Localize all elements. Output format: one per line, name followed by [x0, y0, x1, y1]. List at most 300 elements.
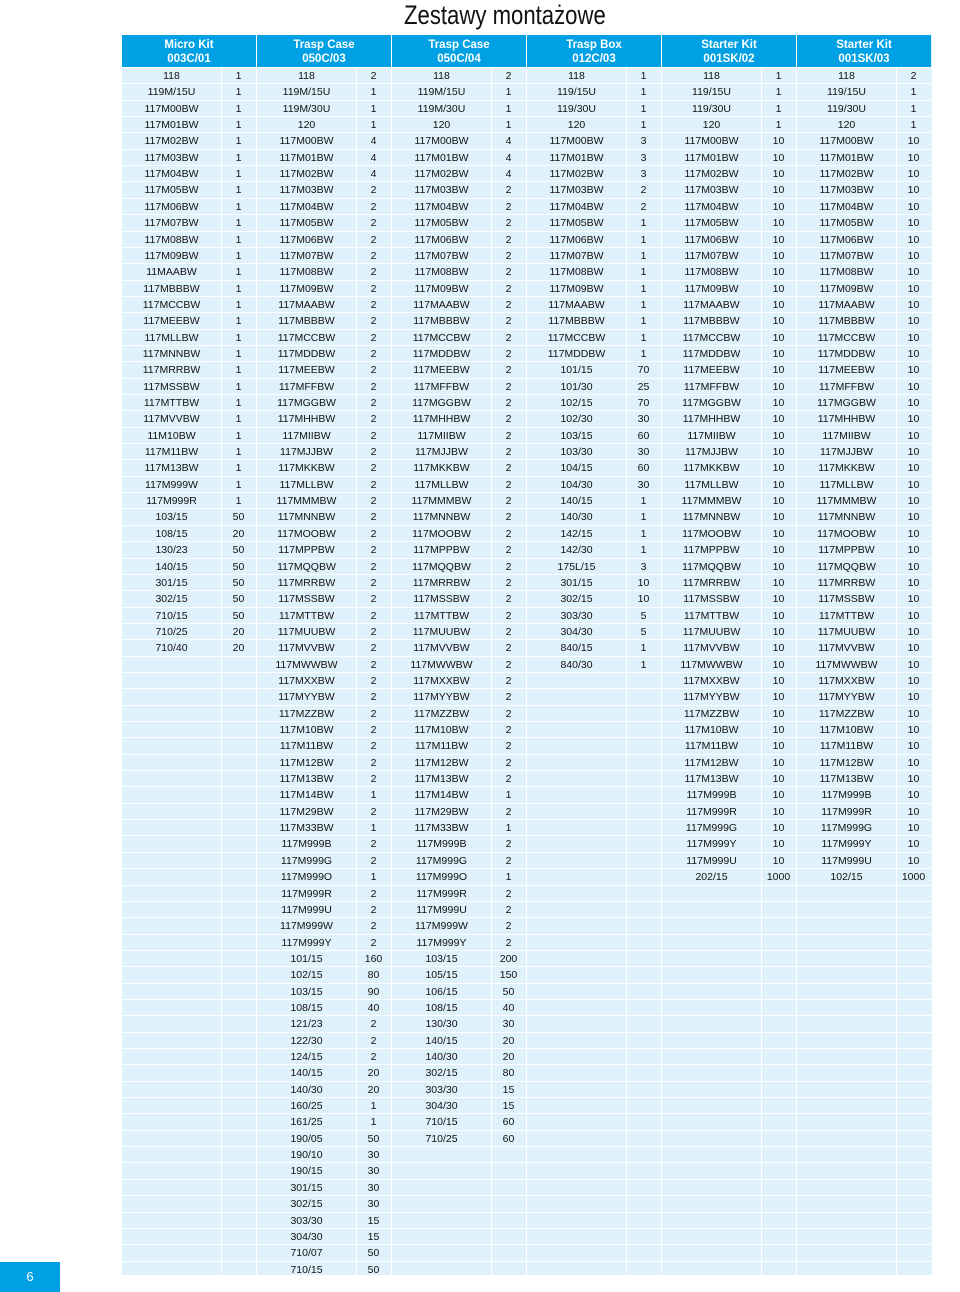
quantity: 1: [235, 397, 242, 409]
quantity: 2: [505, 429, 512, 442]
part-code: 119M/15U: [147, 86, 196, 99]
part-code: 117MIIBW: [417, 429, 466, 442]
table-row: [392, 1082, 527, 1098]
kit-name: Trasp Case: [293, 39, 355, 51]
part-code: 117M02BW: [549, 168, 604, 181]
row-divider: [122, 214, 932, 215]
quantity: 1: [640, 70, 647, 82]
part-code: 103/30: [560, 446, 593, 459]
table-row: [797, 673, 932, 689]
table-row: [797, 199, 932, 215]
column-header: [662, 35, 796, 67]
quantity: 1: [235, 200, 242, 213]
quantity: 150: [499, 969, 518, 982]
table-row: [797, 232, 932, 248]
quantity: 10: [907, 478, 920, 491]
row-divider: [122, 852, 932, 853]
quantity: 2: [505, 446, 512, 459]
kit-name: Starter Kit: [836, 39, 892, 51]
table-row: [797, 706, 932, 722]
part-code: 304/30: [425, 1100, 458, 1113]
quantity: 10: [907, 380, 920, 393]
row-divider: [122, 181, 932, 182]
quantity: 10: [907, 249, 920, 262]
part-code: 117M03BW: [819, 184, 874, 197]
quantity: 1: [505, 86, 512, 99]
part-code: 124/15: [290, 1051, 323, 1063]
row-divider: [122, 83, 932, 84]
part-code: 117MMMBW: [816, 495, 877, 508]
part-code: 117M999R: [281, 887, 332, 900]
part-code: 103/15: [425, 952, 458, 965]
row-divider: [122, 574, 932, 575]
quantity: 3: [640, 135, 647, 148]
part-code: 104/30: [560, 478, 593, 491]
part-code: 302/15: [425, 1067, 458, 1080]
row-divider: [122, 476, 932, 477]
table-row: [662, 477, 797, 493]
table-row: [392, 379, 527, 395]
table-row: [662, 68, 797, 84]
row-divider: [122, 721, 932, 722]
table-row: [662, 379, 797, 395]
quantity: 2: [640, 200, 647, 213]
quantity: 1: [235, 478, 242, 491]
part-code: 117M01BW: [279, 151, 334, 164]
part-code: 117M07BW: [279, 249, 334, 262]
row-divider: [122, 1244, 932, 1245]
table-row: [392, 460, 527, 476]
table-row: [662, 297, 797, 313]
table-row: [257, 575, 392, 591]
row-divider: [122, 378, 932, 379]
row-divider: [122, 786, 932, 787]
kits-table: [122, 35, 932, 1275]
quantity: 1: [775, 70, 782, 82]
quantity: 1: [505, 119, 512, 132]
row-divider: [122, 459, 932, 460]
row-divider: [122, 737, 932, 738]
quantity: 1: [505, 871, 512, 884]
table-row: [392, 1000, 527, 1016]
table-row: [392, 1016, 527, 1032]
quantity: 5: [640, 609, 647, 622]
part-code: 117M13BW: [279, 773, 334, 786]
part-code: 117M01BW: [414, 151, 469, 164]
table-row: [662, 362, 797, 378]
quantity: 1: [640, 282, 647, 295]
quantity: 15: [502, 1083, 515, 1096]
part-code: 117M12BW: [279, 756, 334, 769]
table-row: [122, 84, 257, 100]
part-code: 117M11BW: [684, 740, 739, 753]
table-row: [527, 395, 662, 411]
quantity: 2: [505, 887, 512, 900]
quantity: 20: [502, 1051, 515, 1063]
quantity: 2: [505, 642, 512, 655]
quantity: 1: [235, 119, 242, 132]
quantity: 10: [772, 560, 785, 573]
quantity: 2: [370, 887, 377, 900]
table-row: [527, 215, 662, 231]
quantity: 200: [499, 952, 518, 965]
part-code: 117M09BW: [414, 282, 469, 295]
table-row: [392, 869, 527, 885]
quantity: 1: [910, 86, 917, 99]
part-code: 117M05BW: [819, 217, 874, 230]
quantity: 2: [370, 380, 377, 393]
table-row: [122, 248, 257, 264]
row-divider: [122, 263, 932, 264]
row-divider: [122, 508, 932, 509]
part-code: 117M09BW: [684, 282, 739, 295]
row-divider: [122, 1097, 932, 1098]
part-code: 117M999U: [281, 903, 332, 916]
row-divider: [122, 754, 932, 755]
part-code: 117M12BW: [684, 756, 739, 769]
quantity: 1: [640, 266, 647, 279]
quantity: 2: [370, 625, 377, 638]
quantity: 10: [772, 200, 785, 213]
quantity: 10: [772, 805, 785, 818]
part-code: 130/30: [425, 1018, 458, 1031]
quantity: 2: [370, 478, 377, 491]
row-divider: [122, 394, 932, 395]
quantity: 10: [772, 184, 785, 197]
table-row: [257, 281, 392, 297]
row-divider: [122, 1146, 932, 1147]
table-row: [662, 722, 797, 738]
quantity: 2: [505, 560, 512, 573]
quantity: 2: [370, 298, 377, 311]
table-row: [257, 1180, 392, 1196]
quantity: 50: [367, 1247, 380, 1260]
part-code: 108/15: [425, 1001, 458, 1014]
table-row: [797, 559, 932, 575]
quantity: 2: [370, 903, 377, 916]
table-row: [122, 526, 257, 542]
quantity: 2: [910, 70, 917, 82]
table-row: [797, 689, 932, 705]
part-code: 117MWWBW: [275, 658, 338, 671]
table-row: [662, 117, 797, 133]
part-code: 117MBBBW: [278, 315, 335, 328]
part-code: 120: [432, 119, 451, 132]
part-code: 117MBBBW: [413, 315, 470, 328]
row-divider: [122, 1261, 932, 1262]
part-code: 117MAABW: [683, 298, 740, 311]
table-row: [392, 787, 527, 803]
table-row: [122, 199, 257, 215]
column-header: [392, 35, 526, 67]
table-row: [257, 1163, 392, 1179]
table-row: [797, 166, 932, 182]
part-code: 117MFFBW: [278, 380, 335, 393]
table-row: [257, 1213, 392, 1229]
quantity: 1: [640, 119, 647, 132]
table-row: [257, 460, 392, 476]
table-row: [662, 689, 797, 705]
table-row: [662, 411, 797, 427]
row-divider: [122, 280, 932, 281]
quantity: 2: [505, 707, 512, 720]
table-row: [392, 804, 527, 820]
part-code: 117MLLBW: [279, 478, 334, 491]
table-row: [257, 379, 392, 395]
part-code: 117M999G: [685, 822, 738, 835]
part-code: 117MXXBW: [413, 674, 470, 687]
part-code: 117MYYBW: [278, 691, 335, 704]
quantity: 10: [907, 838, 920, 851]
quantity: 10: [772, 331, 785, 344]
quantity: 2: [505, 511, 512, 524]
row-divider: [122, 885, 932, 886]
quantity: 1: [775, 119, 782, 132]
table-row: [527, 640, 662, 656]
part-code: 117M01BW: [549, 151, 604, 164]
row-divider: [122, 607, 932, 608]
table-row: [257, 853, 392, 869]
quantity: 1: [235, 151, 242, 164]
part-code: 102/15: [560, 397, 593, 409]
row-divider: [122, 1228, 932, 1229]
part-code: 117M06BW: [819, 233, 874, 246]
table-row: [257, 918, 392, 934]
part-code: 117MZZBW: [683, 707, 740, 720]
part-code: 117MEEBW: [683, 364, 740, 377]
table-row: [797, 101, 932, 117]
table-row: [392, 706, 527, 722]
table-row: [122, 362, 257, 378]
quantity: 10: [772, 233, 785, 246]
quantity: 10: [907, 773, 920, 786]
part-code: 117MPPBW: [413, 544, 470, 557]
part-code: 117MIIBW: [282, 429, 331, 442]
quantity: 3: [640, 168, 647, 181]
part-code: 117M04BW: [819, 200, 874, 213]
table-row: [392, 346, 527, 362]
quantity: 10: [907, 805, 920, 818]
part-code: 117M12BW: [414, 756, 469, 769]
quantity: 2: [505, 282, 512, 295]
part-code: 118: [838, 70, 855, 82]
row-divider: [122, 1162, 932, 1163]
row-divider: [122, 149, 932, 150]
table-row: [392, 1098, 527, 1114]
part-code: 117MAABW: [413, 298, 470, 311]
table-row: [797, 836, 932, 852]
table-row: [662, 640, 797, 656]
table-row: [662, 804, 797, 820]
table-row: [527, 477, 662, 493]
table-row: [257, 395, 392, 411]
part-code: 117MWWBW: [815, 658, 878, 671]
table-row: [257, 902, 392, 918]
table-row: [662, 559, 797, 575]
part-code: 119/15U: [557, 86, 596, 99]
quantity: 2: [505, 609, 512, 622]
row-divider: [122, 1015, 932, 1016]
table-row: [797, 624, 932, 640]
quantity: 1: [640, 102, 647, 115]
quantity: 2: [370, 805, 377, 818]
part-code: 117M999R: [821, 805, 872, 818]
part-code: 117MYYBW: [413, 691, 470, 704]
quantity: 20: [232, 625, 245, 638]
part-code: 117MSSBW: [278, 593, 335, 606]
quantity: 10: [772, 429, 785, 442]
table-row: [257, 150, 392, 166]
quantity: 10: [907, 544, 920, 557]
table-row: [257, 117, 392, 133]
quantity: 1: [640, 298, 647, 311]
table-row: [257, 657, 392, 673]
part-code: 117MQQBW: [682, 560, 741, 573]
part-code: 119/30U: [557, 102, 596, 115]
table-row: [797, 313, 932, 329]
part-code: 117M09BW: [144, 249, 199, 262]
table-row: [257, 346, 392, 362]
row-divider: [122, 345, 932, 346]
table-row: [392, 657, 527, 673]
quantity: 10: [772, 462, 785, 475]
quantity: 30: [367, 1181, 380, 1194]
part-code: 710/15: [425, 1116, 458, 1129]
table-row: [392, 624, 527, 640]
table-row: [797, 608, 932, 624]
table-row: [257, 1033, 392, 1049]
table-row: [797, 575, 932, 591]
quantity: 1: [640, 544, 647, 557]
quantity: 4: [505, 135, 512, 148]
quantity: 30: [637, 478, 650, 491]
table-row: [122, 428, 257, 444]
part-code: 117M02BW: [414, 168, 469, 181]
row-divider: [122, 443, 932, 444]
quantity: 2: [505, 838, 512, 851]
part-code: 120: [702, 119, 721, 132]
part-code: 117MXXBW: [818, 674, 875, 687]
quantity: 10: [772, 707, 785, 720]
quantity: 50: [367, 1263, 380, 1275]
table-row: [122, 117, 257, 133]
part-code: 117M999G: [280, 854, 333, 867]
quantity: 90: [367, 985, 380, 998]
part-code: 117M11BW: [414, 740, 469, 753]
part-code: 117MVVBW: [278, 642, 335, 655]
table-row: [257, 297, 392, 313]
part-code: 103/15: [155, 511, 188, 524]
part-code: 102/15: [830, 871, 863, 884]
table-row: [797, 182, 932, 198]
quantity: 10: [907, 756, 920, 769]
quantity: 2: [505, 331, 512, 344]
table-row: [122, 133, 257, 149]
table-row: [257, 444, 392, 460]
part-code: 120: [837, 119, 856, 132]
quantity: 10: [907, 184, 920, 197]
quantity: 2: [370, 184, 377, 197]
table-row: [122, 313, 257, 329]
quantity: 1: [235, 249, 242, 262]
quantity: 10: [907, 854, 920, 867]
part-code: 117M01BW: [819, 151, 874, 164]
part-code: 117MIIBW: [687, 429, 736, 442]
table-row: [797, 853, 932, 869]
table-row: [662, 395, 797, 411]
quantity: 5: [640, 625, 647, 638]
quantity: 10: [772, 789, 785, 802]
row-divider: [122, 410, 932, 411]
part-code: 117M999Y: [416, 936, 467, 949]
part-code: 117M29BW: [414, 805, 469, 818]
quantity: 10: [772, 151, 785, 164]
part-code: 117M999R: [416, 887, 467, 900]
part-code: 117MSSBW: [818, 593, 875, 606]
quantity: 2: [505, 462, 512, 475]
part-code: 120: [297, 119, 316, 132]
part-code: 302/15: [560, 593, 593, 606]
quantity: 2: [370, 413, 377, 426]
table-row: [257, 689, 392, 705]
table-row: [527, 313, 662, 329]
part-code: 117M09BW: [549, 282, 604, 295]
quantity: 2: [370, 740, 377, 753]
table-row: [392, 526, 527, 542]
table-row: [257, 428, 392, 444]
table-row: [392, 395, 527, 411]
quantity: 2: [370, 462, 377, 475]
part-code: 117M12BW: [819, 756, 874, 769]
part-code: 117M04BW: [684, 200, 739, 213]
quantity: 2: [505, 380, 512, 393]
table-row: [257, 608, 392, 624]
part-code: 117M06BW: [684, 233, 739, 246]
quantity: 2: [370, 560, 377, 573]
table-row: [797, 477, 932, 493]
quantity: 2: [505, 315, 512, 328]
quantity: 2: [505, 920, 512, 933]
part-code: 118: [163, 70, 180, 82]
part-code: 118: [703, 70, 720, 82]
quantity: 15: [367, 1230, 380, 1243]
part-code: 117M06BW: [414, 233, 469, 246]
table-row: [122, 608, 257, 624]
quantity: 10: [772, 854, 785, 867]
part-code: 117M05BW: [414, 217, 469, 230]
part-code: 117MDDBW: [682, 347, 741, 360]
part-code: 117MEEBW: [278, 364, 335, 377]
part-code: 710/07: [290, 1247, 323, 1260]
part-code: 117M999B: [686, 789, 737, 802]
table-row: [257, 738, 392, 754]
quantity: 50: [232, 593, 245, 606]
quantity: 10: [772, 642, 785, 655]
quantity: 1: [235, 315, 242, 328]
table-row: [662, 166, 797, 182]
table-row: [662, 281, 797, 297]
row-divider: [122, 835, 932, 836]
part-code: 117MCCBW: [547, 331, 606, 344]
table-row: [122, 477, 257, 493]
part-code: 117M11BW: [279, 740, 334, 753]
part-code: 117MUUBW: [817, 625, 876, 638]
part-code: 130/23: [155, 544, 188, 557]
quantity: 10: [907, 429, 920, 442]
table-row: [122, 379, 257, 395]
quantity: 2: [505, 233, 512, 246]
part-code: 117MZZBW: [278, 707, 335, 720]
